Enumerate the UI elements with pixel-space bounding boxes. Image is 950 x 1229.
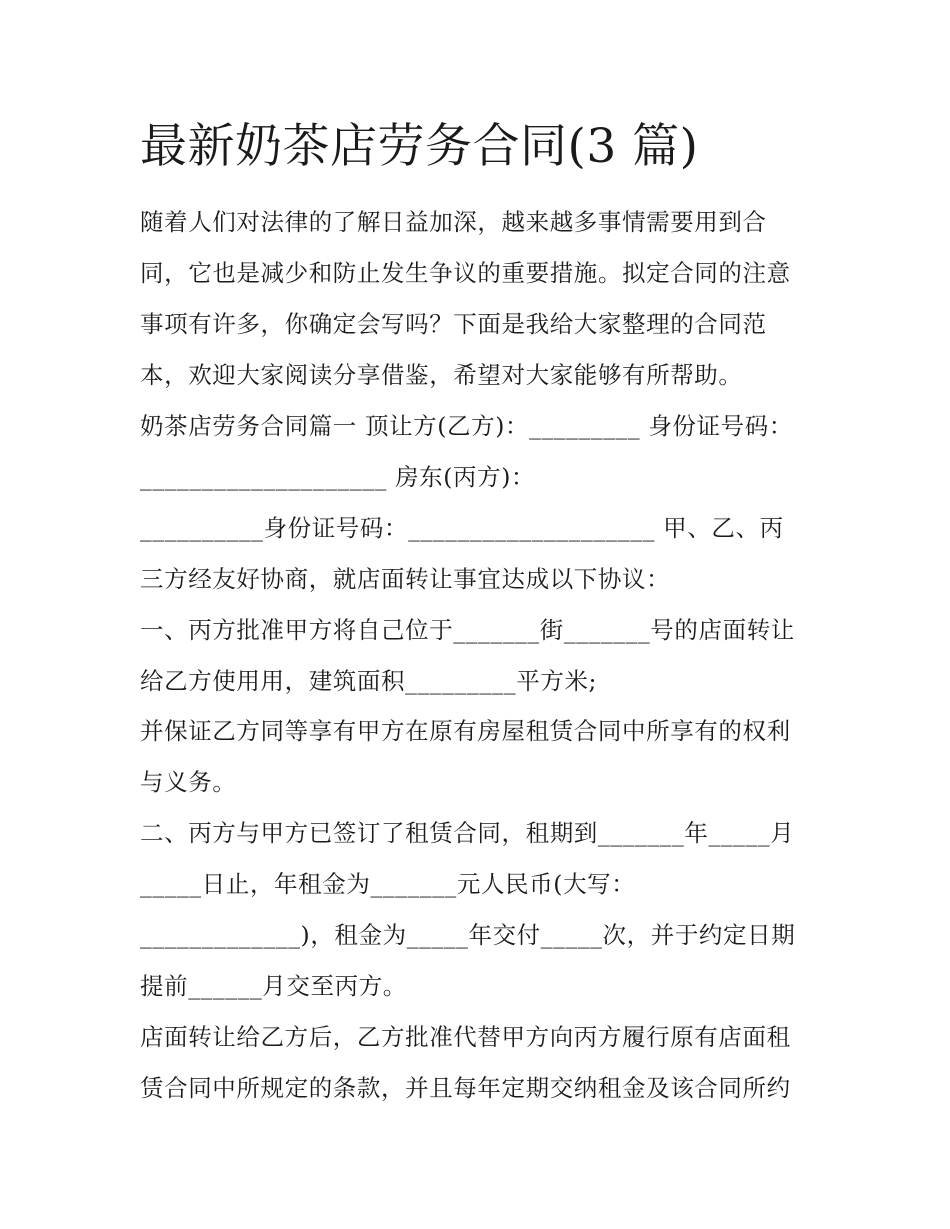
body-line: 赁合同中所规定的条款，并且每年定期交纳租金及该合同所约 xyxy=(140,1074,791,1102)
body-line: 奶茶店劳务合同篇一 顶让方(乙方)：_________ 身份证号码： xyxy=(140,412,793,440)
document-title: 最新奶茶店劳务合同(3 篇) xyxy=(140,119,699,174)
body-line: __________身份证号码：____________________ 甲、乙、丙 xyxy=(140,514,784,542)
body-line: _____________)，租金为_____年交付_____次，并于约定日期 xyxy=(140,921,796,949)
body-line: 本，欢迎大家阅读分享借鉴，希望对大家能够有所帮助。 xyxy=(140,361,743,389)
body-line: 同，它也是减少和防止发生争议的重要措施。拟定合同的注意 xyxy=(140,259,791,287)
body-line: 提前______月交至丙方。 xyxy=(140,972,407,1000)
body-line: 一、丙方批准甲方将自己位于_______街_______号的店面转让 xyxy=(140,616,795,644)
body-line: 与义务。 xyxy=(140,768,237,796)
body-line: 给乙方使用用，建筑面积_________平方米; xyxy=(140,667,598,695)
body-line: 随着人们对法律的了解日益加深，越来越多事情需要用到合 xyxy=(140,208,767,236)
body-line: 二、丙方与甲方已签订了租赁合同，租期到_______年_____月 xyxy=(140,819,795,847)
body-line: 店面转让给乙方后，乙方批准代替甲方向丙方履行原有店面租 xyxy=(140,1023,791,1051)
body-line: 事项有许多，你确定会写吗？下面是我给大家整理的合同范 xyxy=(140,310,767,338)
body-line: 三方经友好协商，就店面转让事宜达成以下协议： xyxy=(140,565,671,593)
body-line: 并保证乙方同等享有甲方在原有房屋租赁合同中所享有的权利 xyxy=(140,717,791,745)
body-line: ____________________ 房东(丙方)： xyxy=(140,463,536,491)
body-line: _____日止，年租金为_______元人民币(大写： xyxy=(140,870,636,898)
